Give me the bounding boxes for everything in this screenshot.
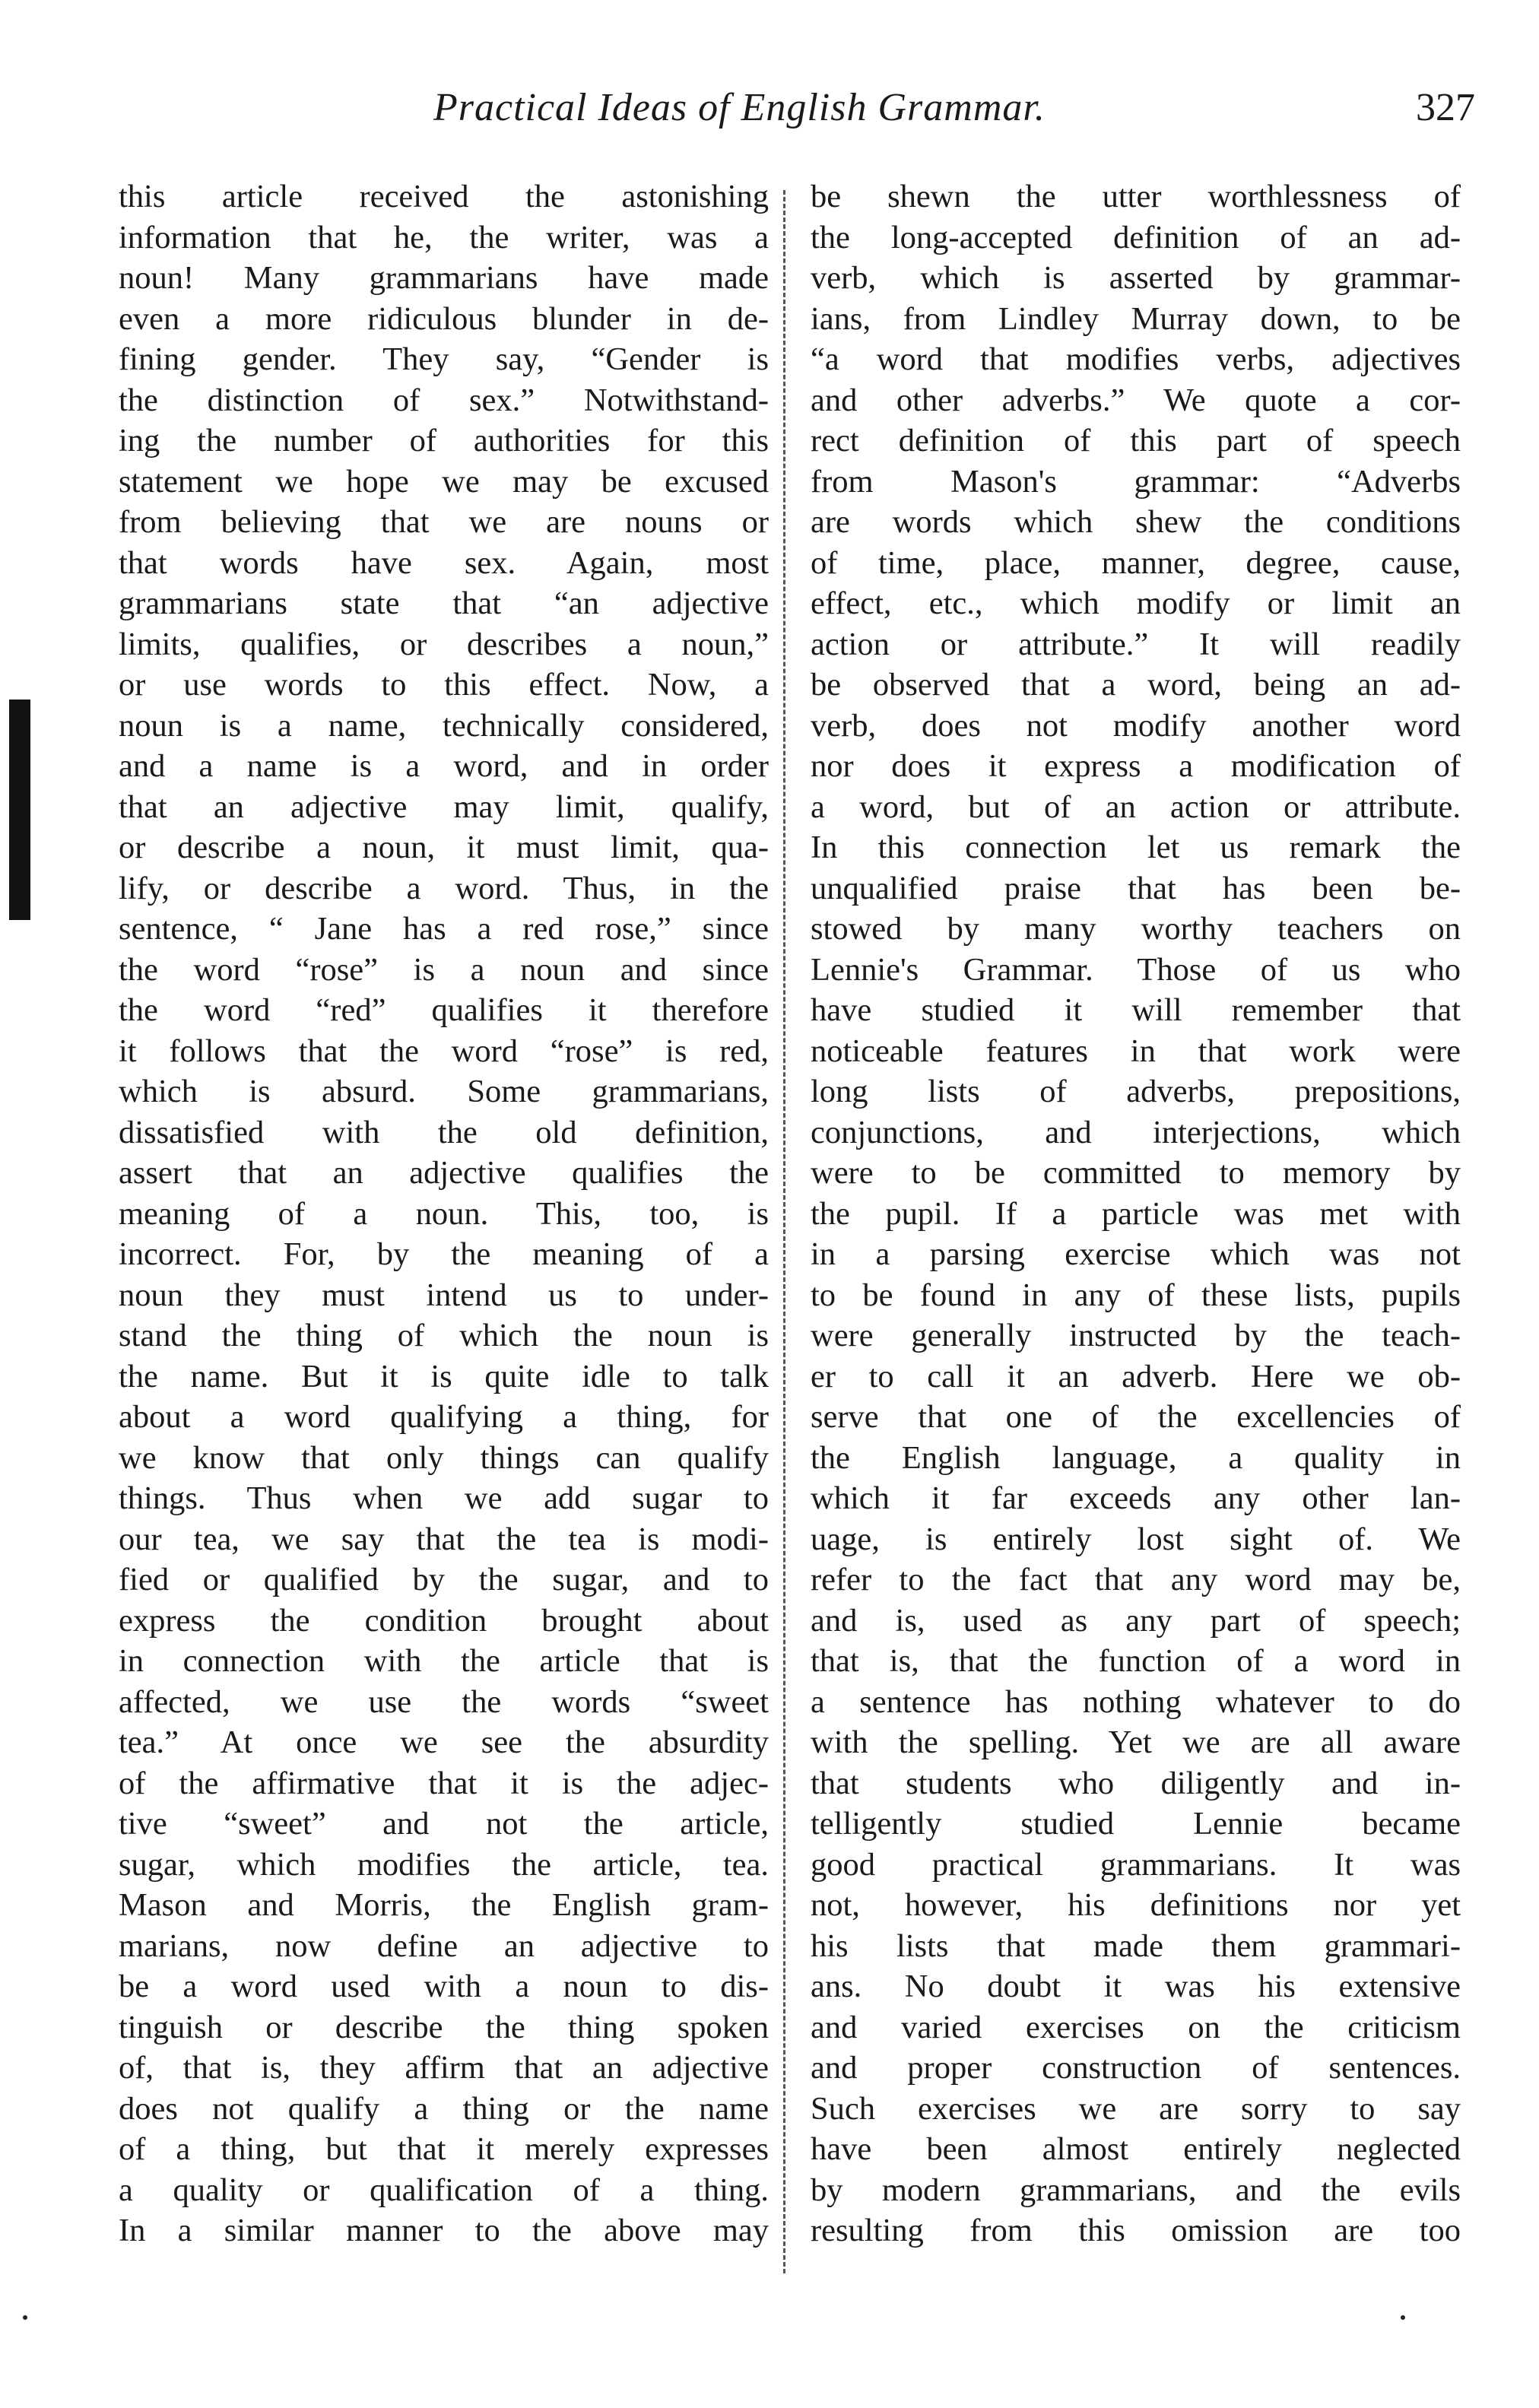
right-text-column [811,176,1461,2251]
text-line: marians, now define an adjective to [119,1927,769,1964]
text-line: stowed by many worthy teachers on [811,911,1461,947]
text-line: which it far exceeds any other lan- [811,1480,1461,1516]
text-line: and varied exercises on the criticism [811,2009,1461,2045]
text-line: sugar, which modifies the article, tea. [119,1846,769,1883]
text-line: conjunctions, and interjections, which [811,1114,1461,1150]
text-line: fied or qualified by the sugar, and to [119,1562,769,1597]
text-line: resulting from this omission are too [811,2213,1461,2248]
text-line: sentence, “ Jane has a red rose,” since [119,911,769,947]
text-line: nor does it express a modification of [811,748,1461,784]
text-line: ing the number of authorities for this [119,423,769,458]
text-line: not, however, his definitions nor yet [811,1887,1461,1923]
text-line: or use words to this effect. Now, a [119,667,769,703]
text-line: by modern grammarians, and the evils [811,2172,1461,2208]
text-line: and proper construction of sentences. [811,2050,1461,2086]
text-line: that an adjective may limit, qualify, [119,788,769,825]
text-line: and other adverbs.” We quote a cor- [811,382,1461,418]
text-line: Mason and Morris, the English gram- [119,1887,769,1923]
text-line: that words have sex. Again, most [119,544,769,581]
text-line: of, that is, they affirm that an adjective [119,2050,769,2086]
text-line: tea.” At once we see the absurdity [119,1724,769,1760]
scan-margin-mark [9,700,30,920]
text-line: in a parsing exercise which was not [811,1236,1461,1272]
text-line: Such exercises we are sorry to say [811,2090,1461,2127]
text-line: the distinction of sex.” Notwithstand- [119,382,769,418]
text-line: action or attribute.” It will readily [811,626,1461,662]
text-line: ians, from Lindley Murray down, to be [811,300,1461,337]
text-line: long lists of adverbs, prepositions, [811,1074,1461,1109]
text-line: good practical grammarians. It was [811,1846,1461,1883]
text-line: “a word that modifies verbs, adjectives [811,341,1461,377]
text-line: the name. But it is quite idle to talk [119,1358,769,1394]
text-line: and is, used as any part of speech; [811,1602,1461,1639]
text-line: things. Thus when we add sugar to [119,1480,769,1516]
text-line: Lennie's Grammar. Those of us who [811,951,1461,988]
text-line: have been almost entirely neglected [811,2131,1461,2167]
text-line: er to call it an adverb. Here we ob- [811,1358,1461,1394]
text-line: be shewn the utter worthlessness of [811,179,1461,214]
text-line: the English language, a quality in [811,1439,1461,1476]
text-line: fining gender. They say, “Gender is [119,341,769,377]
text-line: or describe a noun, it must limit, qua- [119,830,769,865]
text-line: of a thing, but that it merely expresses [119,2131,769,2167]
text-line: from Mason's grammar: “Adverbs [811,463,1461,500]
text-line: serve that one of the excellencies of [811,1399,1461,1435]
text-line: effect, etc., which modify or limit an [811,585,1461,621]
text-line: verb, which is asserted by grammar- [811,260,1461,296]
text-line: ans. No doubt it was his extensive [811,1969,1461,2004]
text-line: noun! Many grammarians have made [119,260,769,296]
text-line: assert that an adjective qualifies the [119,1155,769,1191]
text-line: even a more ridiculous blunder in de- [119,300,769,337]
text-line: were generally instructed by the teach- [811,1318,1461,1353]
text-line: grammarians state that “an adjective [119,585,769,621]
text-line: uage, is entirely lost sight of. We [811,1521,1461,1557]
text-line: express the condition brought about [119,1602,769,1639]
text-line: be observed that a word, being an ad- [811,667,1461,703]
text-line: stand the thing of which the noun is [119,1318,769,1353]
text-line: dissatisfied with the old definition, [119,1114,769,1150]
text-line: our tea, we say that the tea is modi- [119,1521,769,1557]
text-line: lify, or describe a word. Thus, in the [119,870,769,906]
text-line: In a similar manner to the above may [119,2213,769,2248]
text-line: the word “red” qualifies it therefore [119,992,769,1028]
text-line: In this connection let us remark the [811,830,1461,865]
text-line: telligently studied Lennie became [811,1806,1461,1842]
text-line: meaning of a noun. This, too, is [119,1195,769,1232]
text-line: we know that only things can qualify [119,1439,769,1476]
text-line: the word “rose” is a noun and since [119,951,769,988]
running-title: Practical Ideas of English Grammar. [433,86,1046,129]
text-line: a word, but of an action or attribute. [811,788,1461,825]
text-line: rect definition of this part of speech [811,423,1461,458]
text-line: from believing that we are nouns or [119,504,769,540]
text-line: his lists that made them grammari- [811,1927,1461,1964]
text-line: a sentence has nothing whatever to do [811,1683,1461,1720]
text-line: unqualified praise that has been be- [811,870,1461,906]
text-line: affected, we use the words “sweet [119,1683,769,1720]
text-line: of the affirmative that it is the adjec- [119,1765,769,1801]
column-divider [783,190,785,2273]
text-line: were to be committed to memory by [811,1155,1461,1191]
text-line: a quality or qualification of a thing. [119,2172,769,2208]
text-line: tinguish or describe the thing spoken [119,2009,769,2045]
running-head [114,85,1475,146]
scan-speck [1401,2315,1405,2320]
text-line: with the spelling. Yet we are all aware [811,1724,1461,1760]
text-line: verb, does not modify another word [811,707,1461,744]
text-line: it follows that the word “rose” is red, [119,1033,769,1069]
text-line: about a word qualifying a thing, for [119,1399,769,1435]
left-text-column [119,176,769,2251]
text-line: the long-accepted definition of an ad- [811,219,1461,255]
text-line: refer to the fact that any word may be, [811,1562,1461,1597]
text-line: noun they must intend us to under- [119,1277,769,1313]
text-line: limits, qualifies, or describes a noun,” [119,626,769,662]
text-line: and a name is a word, and in order [119,748,769,784]
text-line: that students who diligently and in- [811,1765,1461,1801]
text-line: noticeable features in that work were [811,1033,1461,1069]
text-line: have studied it will remember that [811,992,1461,1028]
text-line: noun is a name, technically considered, [119,707,769,744]
text-line: that is, that the function of a word in [811,1643,1461,1679]
text-line: of time, place, manner, degree, cause, [811,544,1461,581]
text-line: information that he, the writer, was a [119,219,769,255]
text-line: are words which shew the conditions [811,504,1461,540]
text-line: be a word used with a noun to dis- [119,1969,769,2004]
text-line: this article received the astonishing [119,179,769,214]
text-line: in connection with the article that is [119,1643,769,1679]
scan-speck [23,2315,27,2320]
text-line: does not qualify a thing or the name [119,2090,769,2127]
text-line: the pupil. If a particle was met with [811,1195,1461,1232]
text-line: tive “sweet” and not the article, [119,1806,769,1842]
text-line: which is absurd. Some grammarians, [119,1074,769,1109]
text-line: to be found in any of these lists, pupils [811,1277,1461,1313]
page-number: 327 [1416,86,1475,129]
text-line: statement we hope we may be excused [119,463,769,500]
text-line: incorrect. For, by the meaning of a [119,1236,769,1272]
